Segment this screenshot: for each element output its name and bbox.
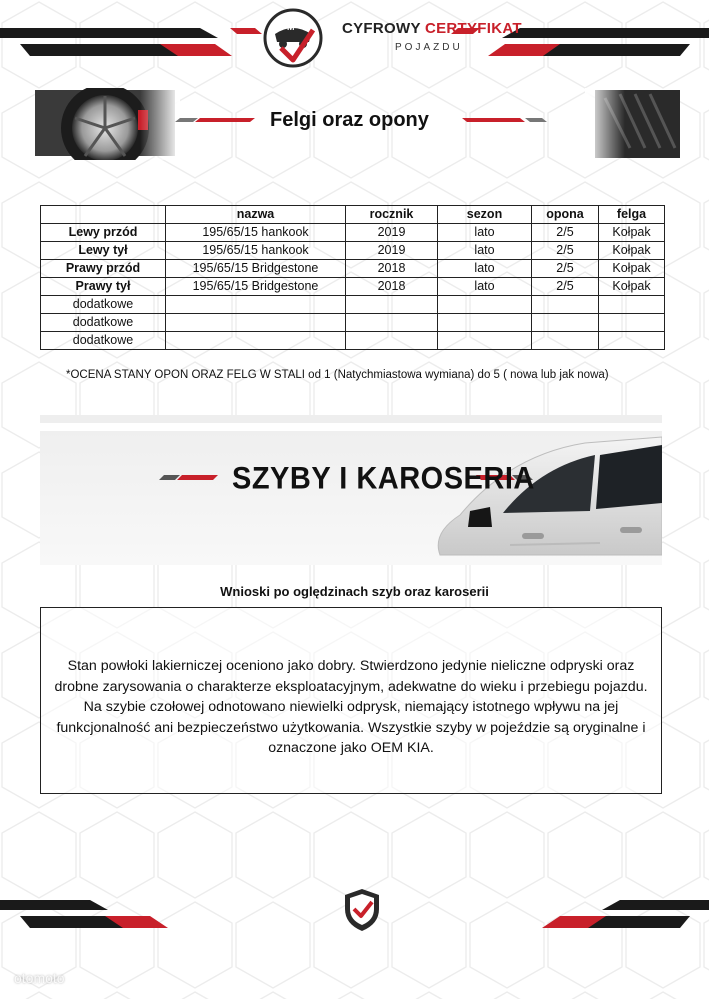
cell-sezon: lato xyxy=(438,242,532,260)
cell-rocznik: 2018 xyxy=(346,278,438,296)
table-header-row xyxy=(41,206,665,224)
cell-felga: Kołpak xyxy=(599,242,665,260)
brand-part1: CYFROWY xyxy=(342,20,421,37)
column-header: rocznik xyxy=(346,206,438,224)
cell-sezon: lato xyxy=(438,278,532,296)
cell-felga xyxy=(599,296,665,314)
cell-rocznik xyxy=(346,332,438,350)
brand-subtitle: POJAZDU xyxy=(395,42,463,53)
table-row xyxy=(41,260,665,278)
cell-nazwa: 195/65/15 hankook xyxy=(166,242,346,260)
cell-opona xyxy=(532,296,599,314)
cell-nazwa: 195/65/15 Bridgestone xyxy=(166,260,346,278)
cell-opona xyxy=(532,314,599,332)
cell-sezon: lato xyxy=(438,224,532,242)
row-label: dodatkowe xyxy=(41,332,166,350)
cell-nazwa: 195/65/15 hankook xyxy=(166,224,346,242)
cell-felga xyxy=(599,332,665,350)
cell-rocznik: 2019 xyxy=(346,224,438,242)
cell-rocznik xyxy=(346,314,438,332)
table-row xyxy=(41,278,665,296)
header-stripes xyxy=(0,0,709,80)
cell-rocznik xyxy=(346,296,438,314)
rating-note: *OCENA STANY OPON ORAZ FELG W STALI od 1 (Natychmiastowa wymiana) do 5 ( nowa lub jak nowa) xyxy=(66,369,609,381)
cell-sezon xyxy=(438,332,532,350)
cell-opona: 2/5 xyxy=(532,242,599,260)
conclusion-text: Stan powłoki lakierniczej oceniono jako dobry. Stwierdzono jedynie nieliczne odpryski oraz drobne zarysowania o charakterze eksploatacyjnym, adekwatne do wieku i przebiegu pojazdu. Na szybie czołowej odnotowano niewielki odprysk, niemający istotnego wpływu na jej funkcjonalność ani bezpieczeństwo użytkowania. Wszystkie szyby w pojeździe są oryginalne i oznaczone jako OEM KIA. xyxy=(54,658,648,756)
row-label: Lewy przód xyxy=(41,224,166,242)
cell-nazwa xyxy=(166,296,346,314)
wheel-image xyxy=(35,88,180,160)
tyre-image xyxy=(585,88,680,160)
cell-opona: 2/5 xyxy=(532,260,599,278)
cell-sezon xyxy=(438,314,532,332)
watermark: otomoto xyxy=(14,970,65,986)
row-label: Lewy tył xyxy=(41,242,166,260)
column-header xyxy=(41,206,166,224)
column-header: nazwa xyxy=(166,206,346,224)
conclusion-title: Wnioski po oględzinach szyb oraz karoserii xyxy=(220,584,489,599)
table-row xyxy=(41,296,665,314)
cell-nazwa xyxy=(166,332,346,350)
cell-sezon xyxy=(438,296,532,314)
tyres-section-title: Felgi oraz opony xyxy=(270,109,429,131)
cell-nazwa: 195/65/15 Bridgestone xyxy=(166,278,346,296)
row-label: Prawy tył xyxy=(41,278,166,296)
brand-part2: CERTYFIKAT xyxy=(424,20,522,37)
cell-rocznik: 2019 xyxy=(346,242,438,260)
cell-felga: Kołpak xyxy=(599,278,665,296)
row-label: Prawy przód xyxy=(41,260,166,278)
table-row xyxy=(41,224,665,242)
cell-opona: 2/5 xyxy=(532,278,599,296)
column-header: felga xyxy=(599,206,665,224)
cell-felga xyxy=(599,314,665,332)
shield-check-icon xyxy=(342,887,382,933)
svg-text:M: M xyxy=(287,22,295,32)
row-label: dodatkowe xyxy=(41,314,166,332)
column-header: sezon xyxy=(438,206,532,224)
body-section-title: SZYBY I KAROSERIA xyxy=(232,461,535,497)
cell-opona: 2/5 xyxy=(532,224,599,242)
cell-rocznik: 2018 xyxy=(346,260,438,278)
cell-sezon: lato xyxy=(438,260,532,278)
cell-nazwa xyxy=(166,314,346,332)
cell-opona xyxy=(532,332,599,350)
row-label: dodatkowe xyxy=(41,296,166,314)
conclusion-box xyxy=(40,607,662,794)
table-row xyxy=(41,332,665,350)
table-row xyxy=(41,314,665,332)
cell-felga: Kołpak xyxy=(599,260,665,278)
logo-emblem-icon xyxy=(263,8,323,68)
brand-title xyxy=(342,20,522,37)
tyres-table xyxy=(40,205,665,350)
column-header: opona xyxy=(532,206,599,224)
cell-felga: Kołpak xyxy=(599,224,665,242)
table-row xyxy=(41,242,665,260)
